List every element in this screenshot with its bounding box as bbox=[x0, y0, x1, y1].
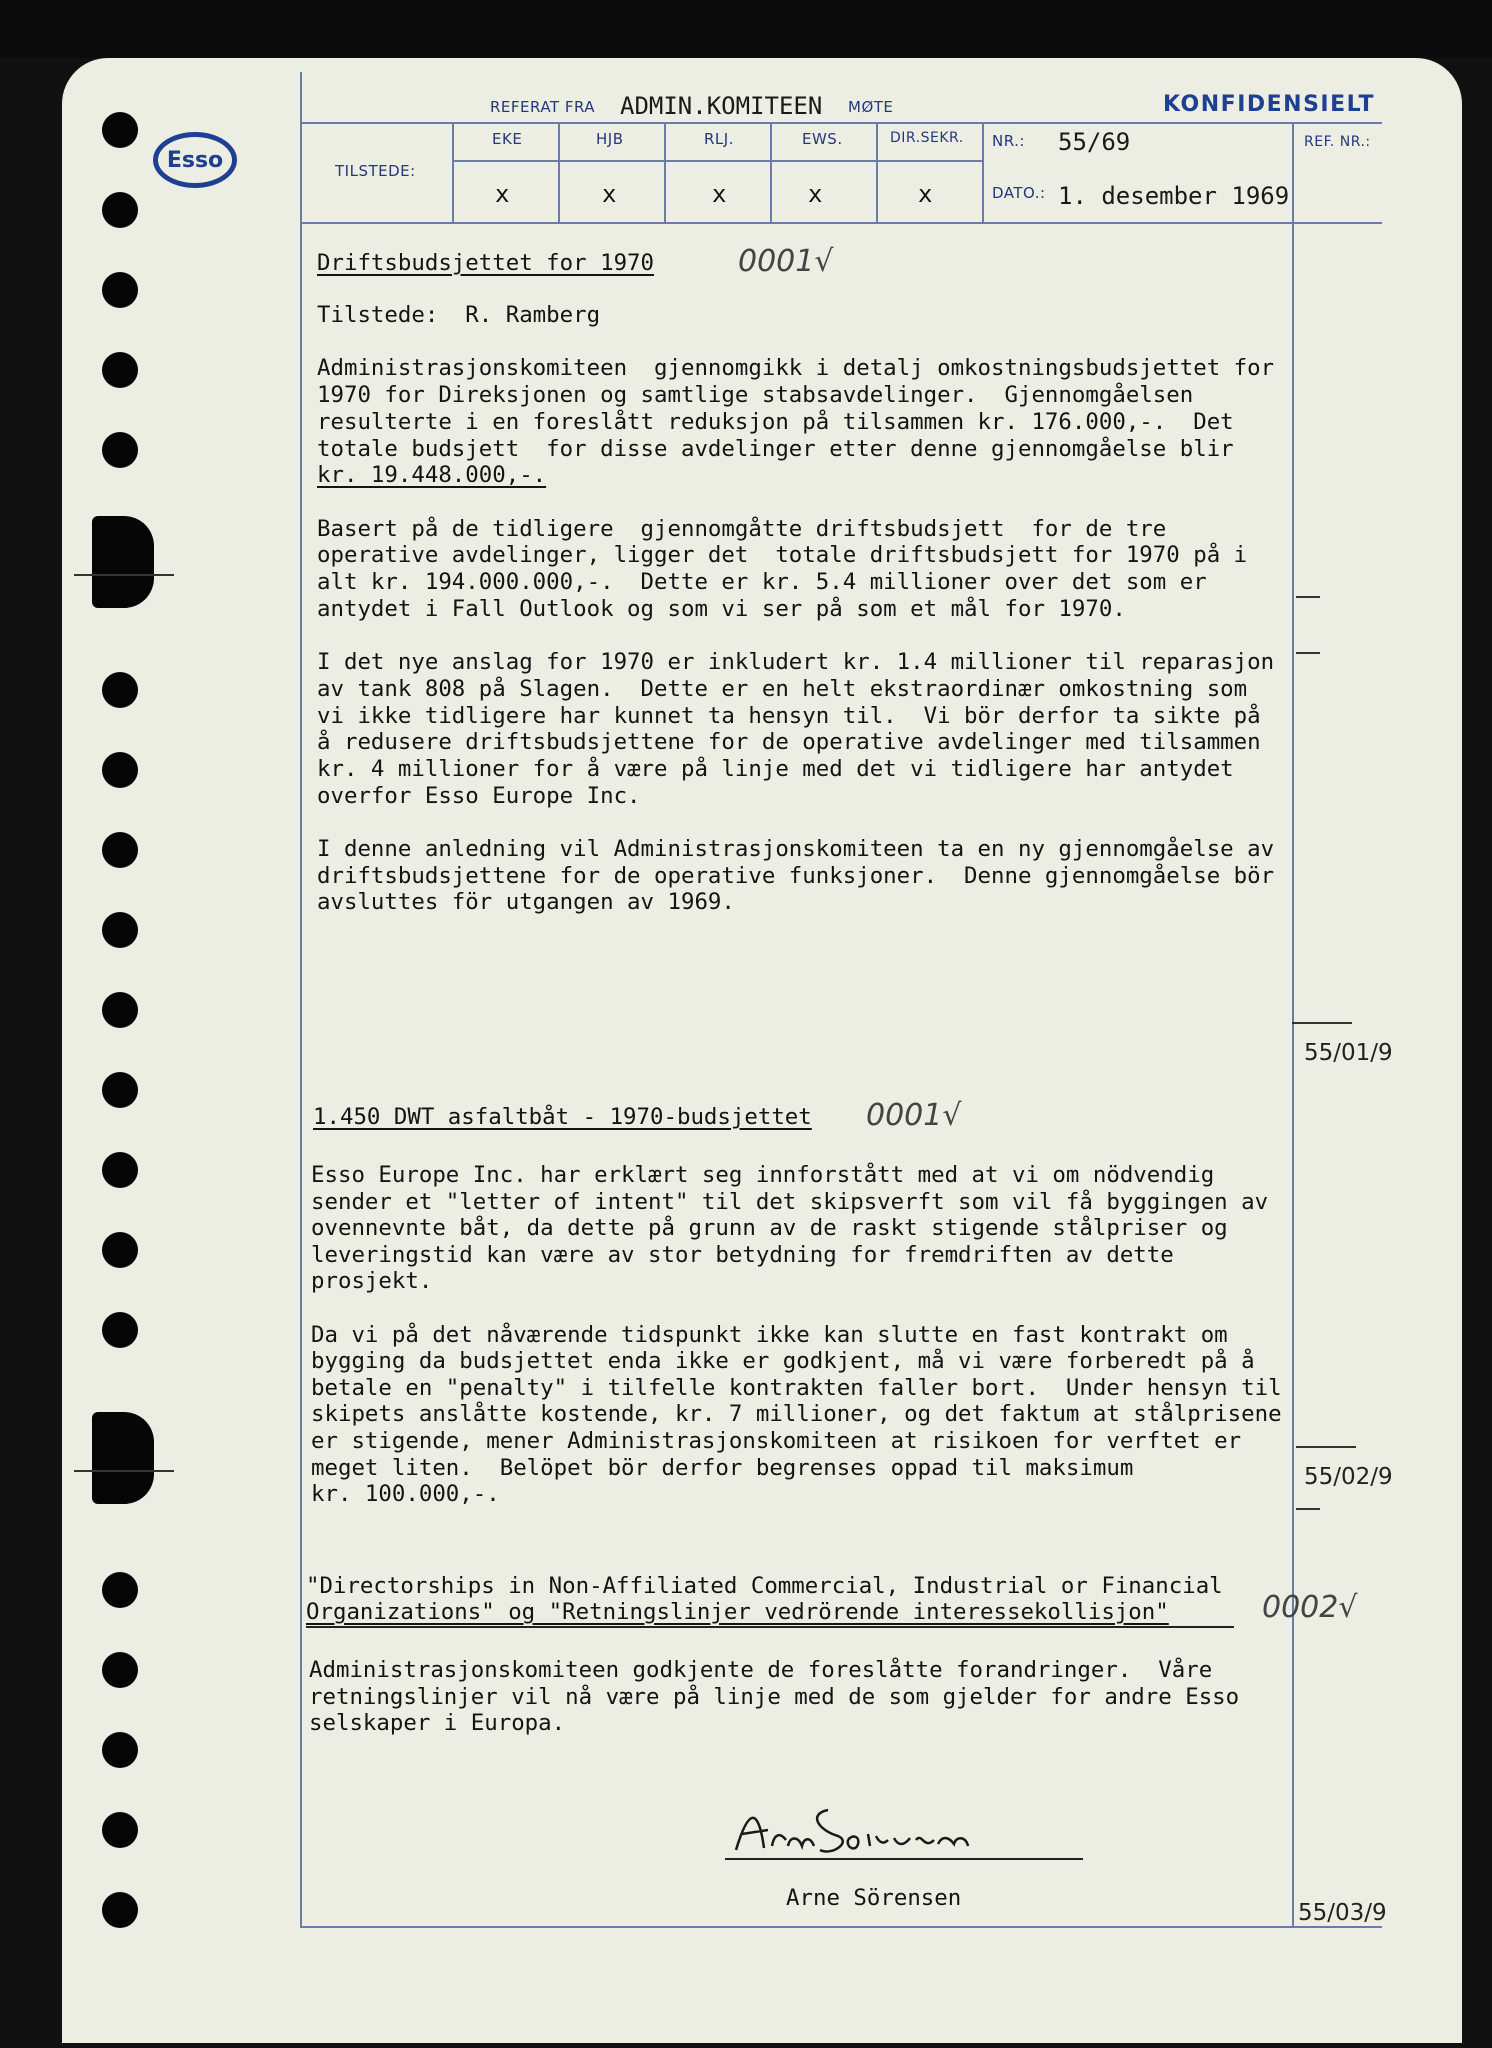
attendee-initials: EWS. bbox=[802, 130, 843, 148]
signature-line bbox=[725, 1858, 1083, 1860]
binder-hole-icon bbox=[102, 912, 138, 948]
text-line: avsluttes för utgangen av 1969. bbox=[317, 889, 735, 916]
text-line: kr. 19.448.000,-. bbox=[317, 462, 547, 489]
referat-label: REFERAT FRA bbox=[490, 98, 596, 116]
tilstede-label: TILSTEDE: bbox=[335, 162, 416, 180]
frame-left-line bbox=[300, 72, 302, 1928]
binder-clip-icon bbox=[92, 516, 154, 608]
text-line: Tilstede: R. Ramberg bbox=[317, 302, 601, 328]
text-line: overfor Esso Europe Inc. bbox=[317, 782, 641, 809]
pencil-note: 0002√ bbox=[1262, 1590, 1358, 1625]
handwritten-signature bbox=[728, 1800, 1028, 1860]
binder-clip-line bbox=[74, 1470, 174, 1472]
frame-bottom-line bbox=[300, 1926, 1382, 1928]
binder-hole-icon bbox=[102, 1232, 138, 1268]
text-line: ovennevnte båt, da dette på grunn av de raskt stigende stålpriser og bbox=[311, 1215, 1228, 1242]
margin-ref: 55/02/9 bbox=[1304, 1464, 1393, 1490]
binder-clip-line bbox=[74, 574, 174, 576]
text-line: resulterte i en foreslått reduksjon på tilsammen kr. 176.000,-. Det bbox=[317, 408, 1234, 435]
section-title-line: Organizations" og "Retningslinjer vedrörende interessekollisjon" bbox=[306, 1599, 1169, 1625]
binder-hole-icon bbox=[102, 1312, 138, 1348]
esso-logo-icon: Esso bbox=[153, 132, 237, 188]
binder-hole-icon bbox=[102, 1892, 138, 1928]
attendance-mark: x bbox=[495, 180, 510, 208]
grid-line bbox=[982, 122, 984, 222]
pencil-note: 0001√ bbox=[866, 1098, 962, 1133]
binder-hole-icon bbox=[102, 672, 138, 708]
attendance-mark: x bbox=[712, 180, 727, 208]
dato-label: DATO.: bbox=[992, 184, 1046, 202]
grid-line bbox=[770, 122, 772, 222]
binder-hole-icon bbox=[102, 352, 138, 388]
text-line: kr. 100.000,-. bbox=[311, 1481, 500, 1508]
grid-line bbox=[558, 122, 560, 222]
text-line: av tank 808 på Slagen. Dette er en helt ekstraordinær omkostning som bbox=[317, 675, 1248, 702]
grid-line bbox=[664, 122, 666, 222]
attendance-mark: x bbox=[808, 180, 823, 208]
text-line: Administrasjonskomiteen gjennomgikk i detalj omkostningsbudsjettet for bbox=[317, 355, 1275, 382]
text-line: betale en "penalty" i tilfelle kontrakten faller bort. Under hensyn til bbox=[311, 1374, 1282, 1401]
binder-hole-icon bbox=[102, 1812, 138, 1848]
text-line: 1970 for Direksjonen og samtlige stabsavdelinger. Gjennomgåelsen bbox=[317, 382, 1194, 409]
binder-hole-icon bbox=[102, 1652, 138, 1688]
binder-hole-icon bbox=[102, 992, 138, 1028]
text-line: alt kr. 194.000.000,-. Dette er kr. 5.4 millioner over det som er bbox=[317, 569, 1207, 595]
binder-hole-icon bbox=[102, 1732, 138, 1768]
ref-label: REF. NR.: bbox=[1304, 134, 1371, 150]
text-line: leveringstid kan være av stor betydning for fremdriften av dette bbox=[311, 1241, 1174, 1268]
text-line: I det nye anslag for 1970 er inkludert kr. 1.4 millioner til reparasjon bbox=[317, 649, 1275, 676]
text-line: vi ikke tidligere har kunnet ta hensyn til. Vi bör derfor ta sikte på bbox=[317, 702, 1261, 729]
margin-ref: 55/01/9 bbox=[1304, 1040, 1393, 1066]
nr-label: NR.: bbox=[992, 132, 1025, 150]
text-line: bygging da budsjettet enda ikke er godkjent, må vi være forberedt på å bbox=[311, 1348, 1255, 1375]
binder-hole-icon bbox=[102, 272, 138, 308]
text-line: Administrasjonskomiteen godkjente de foreslåtte forandringer. Våre bbox=[309, 1657, 1213, 1683]
text-line: selskaper i Europa. bbox=[309, 1710, 566, 1736]
grid-line bbox=[876, 122, 878, 222]
signatory-name: Arne Sörensen bbox=[786, 1885, 962, 1911]
title-underline bbox=[306, 1626, 1234, 1628]
text-line: antydet i Fall Outlook og som vi ser på som et mål for 1970. bbox=[317, 595, 1126, 622]
binder-hole-icon bbox=[102, 432, 138, 468]
text-line: skipets anslåtte kostende, kr. 7 millioner, og det faktum at stålprisene bbox=[311, 1401, 1282, 1428]
attendance-mark: x bbox=[918, 180, 933, 208]
header-divider bbox=[300, 122, 1382, 124]
text-line: totale budsjett for disse avdelinger etter denne gjennomgåelse blir bbox=[317, 435, 1234, 462]
section-title: Driftsbudsjettet for 1970 bbox=[317, 250, 655, 276]
attendee-initials: DIR.SEKR. bbox=[890, 130, 964, 146]
margin-tick bbox=[1296, 1508, 1320, 1510]
binder-hole-icon bbox=[102, 1572, 138, 1608]
dato-value: 1. desember 1969 bbox=[1058, 182, 1290, 210]
margin-tick bbox=[1292, 1022, 1352, 1024]
nr-value: 55/69 bbox=[1058, 128, 1131, 156]
grid-line bbox=[452, 160, 982, 162]
binder-hole-icon bbox=[102, 832, 138, 868]
mote-label: MØTE bbox=[848, 98, 894, 116]
scan-background bbox=[0, 0, 1492, 58]
text-line: er stigende, mener Administrasjonskomiteen at risikoen for verftet er bbox=[311, 1428, 1242, 1454]
attendee-initials: EKE bbox=[492, 130, 523, 148]
grid-line bbox=[452, 122, 454, 222]
pencil-note: 0001√ bbox=[738, 244, 834, 279]
text-line: Da vi på det nåværende tidspunkt ikke kan slutte en fast kontrakt om bbox=[311, 1321, 1228, 1348]
binder-hole-icon bbox=[102, 1072, 138, 1108]
binder-hole-icon bbox=[102, 1152, 138, 1188]
margin-tick bbox=[1296, 652, 1320, 654]
text-line: Esso Europe Inc. har erklært seg innforstått med at vi om nödvendig bbox=[311, 1162, 1215, 1188]
attendance-mark: x bbox=[602, 180, 617, 208]
binder-hole-icon bbox=[102, 112, 138, 148]
attendee-initials: RLJ. bbox=[704, 130, 734, 148]
text-line: prosjekt. bbox=[311, 1268, 433, 1295]
text-line: I denne anledning vil Administrasjonskomiteen ta en ny gjennomgåelse av bbox=[317, 836, 1275, 862]
text-line: retningslinjer vil nå være på linje med de som gjelder for andre Esso bbox=[309, 1683, 1240, 1710]
header-bottom-line bbox=[300, 222, 1382, 224]
binder-hole-icon bbox=[102, 192, 138, 228]
text-line: driftsbudsjettene for de operative funksjoner. Denne gjennomgåelse bör bbox=[317, 862, 1275, 889]
binder-clip-icon bbox=[92, 1412, 154, 1504]
text-line: å redusere driftsbudsjettene for de operative avdelinger med tilsammen bbox=[317, 729, 1261, 756]
confidential-label: KONFIDENSIELT bbox=[1163, 92, 1376, 117]
attendee-initials: HJB bbox=[596, 130, 624, 148]
committee-name: ADMIN.KOMITEEN bbox=[620, 92, 823, 120]
margin-tick bbox=[1296, 596, 1320, 598]
margin-tick bbox=[1296, 1446, 1356, 1448]
ref-column-line bbox=[1292, 122, 1294, 1928]
section-title: 1.450 DWT asfaltbåt - 1970-budsjettet bbox=[313, 1104, 812, 1130]
section-title-line: "Directorships in Non-Affiliated Commercial, Industrial or Financial bbox=[306, 1573, 1223, 1599]
text-line: Basert på de tidligere gjennomgåtte driftsbudsjett for de tre bbox=[317, 515, 1167, 542]
binder-hole-icon bbox=[102, 752, 138, 788]
text-line: operative avdelinger, ligger det totale driftsbudsjett for 1970 på i bbox=[317, 542, 1248, 569]
margin-ref: 55/03/9 bbox=[1298, 1900, 1387, 1926]
text-line: sender et "letter of intent" til det skipsverft som vil få byggingen av bbox=[311, 1188, 1269, 1215]
text-line: kr. 4 millioner for å være på linje med det vi tidligere har antydet bbox=[317, 755, 1234, 782]
text-line: meget liten. Belöpet bör derfor begrenses oppad til maksimum bbox=[311, 1454, 1134, 1481]
